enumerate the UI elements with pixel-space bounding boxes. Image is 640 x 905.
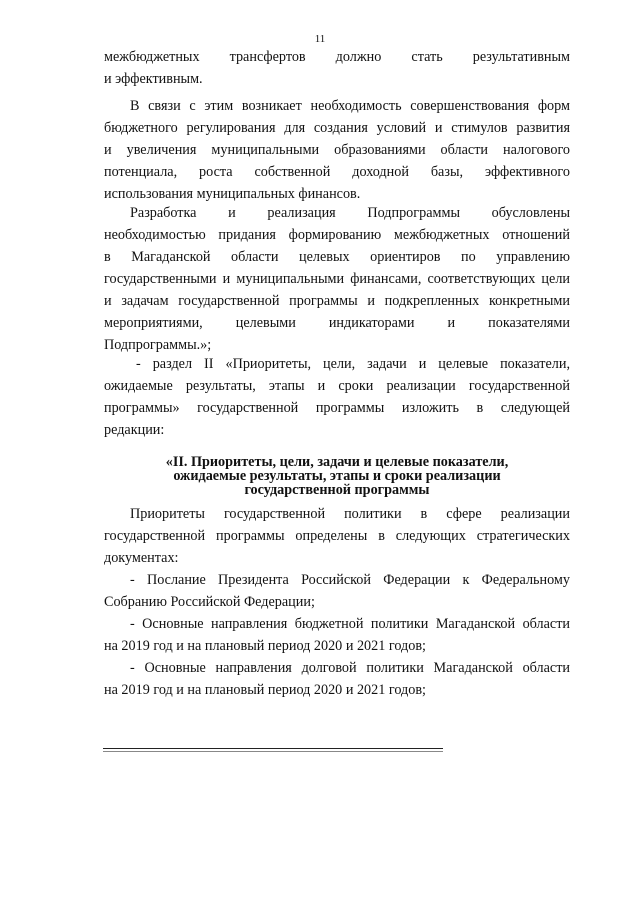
text-line: Приоритеты государственной политики в сфере реализации [130,506,570,522]
text-line: необходимостью придания формированию межбюджетных отношений [104,227,570,243]
paragraph-subprogram-development [104,202,570,356]
text-line: В связи с этим возникает необходимость совершенствования форм [130,98,570,114]
text-line: использования муниципальных финансов. [104,186,361,202]
text-line: Собранию Российской Федерации; [104,594,315,610]
text-line: и увеличения муниципальными образованиями области налогового [104,142,570,158]
paragraph-continuation [104,46,570,90]
heading-line: ожидаемые результаты, этапы и сроки реализации [173,468,501,484]
page-number: 11 [314,33,326,45]
text-line: Подпрограммы.»; [104,337,212,353]
section-heading [104,455,570,497]
text-line: - раздел II «Приоритеты, цели, задачи и целевые показатели, [136,356,570,372]
heading-line: государственной программы [244,482,430,498]
text-line: государственной программы определены в следующих стратегических [104,528,570,544]
list-item-budget-policy [104,613,570,657]
paragraph-priorities [104,503,570,569]
heading-line: «II. Приоритеты, цели, задачи и целевые показатели, [165,454,509,470]
text-line: программы» государственной программы изложить в следующей [104,400,570,416]
text-line: на 2019 год и на плановый период 2020 и 2021 годов; [104,682,426,698]
text-line: ожидаемые результаты, этапы и сроки реализации государственной [104,378,570,394]
text-line: бюджетного регулирования для создания условий и стимулов развития [104,120,570,136]
list-item-debt-policy [104,657,570,701]
paragraph-necessity [104,95,570,205]
text-line: мероприятиями, целевыми индикаторами и показателями [104,315,570,331]
text-line: - Основные направления долговой политики Магаданской области [130,660,570,676]
text-line: - Послание Президента Российской Федерации к Федеральному [130,572,570,588]
text-line: потенциала, роста собственной доходной базы, эффективного [104,164,570,180]
text-line: государственными и муниципальными финансами, соответствующих цели [104,271,570,287]
footnote-divider [103,748,443,749]
paragraph-section-ii-amendment [104,353,570,441]
text-line: на 2019 год и на плановый период 2020 и 2021 годов; [104,638,426,654]
text-line: документах: [104,550,179,566]
text-line: - Основные направления бюджетной политики Магаданской области [130,616,570,632]
text-line: и эффективным. [104,71,203,87]
text-line: в Магаданской области целевых ориентиров по управлению [104,249,570,265]
text-line: межбюджетных трансфертов должно стать результативным [104,49,570,65]
text-line: и задачам государственной программы и подкрепленных конкретными [104,293,570,309]
text-line: Разработка и реализация Подпрограммы обусловлены [130,205,570,221]
text-line: редакции: [104,422,165,438]
footnote-divider-shadow [103,751,443,752]
list-item-presidential-address [104,569,570,613]
